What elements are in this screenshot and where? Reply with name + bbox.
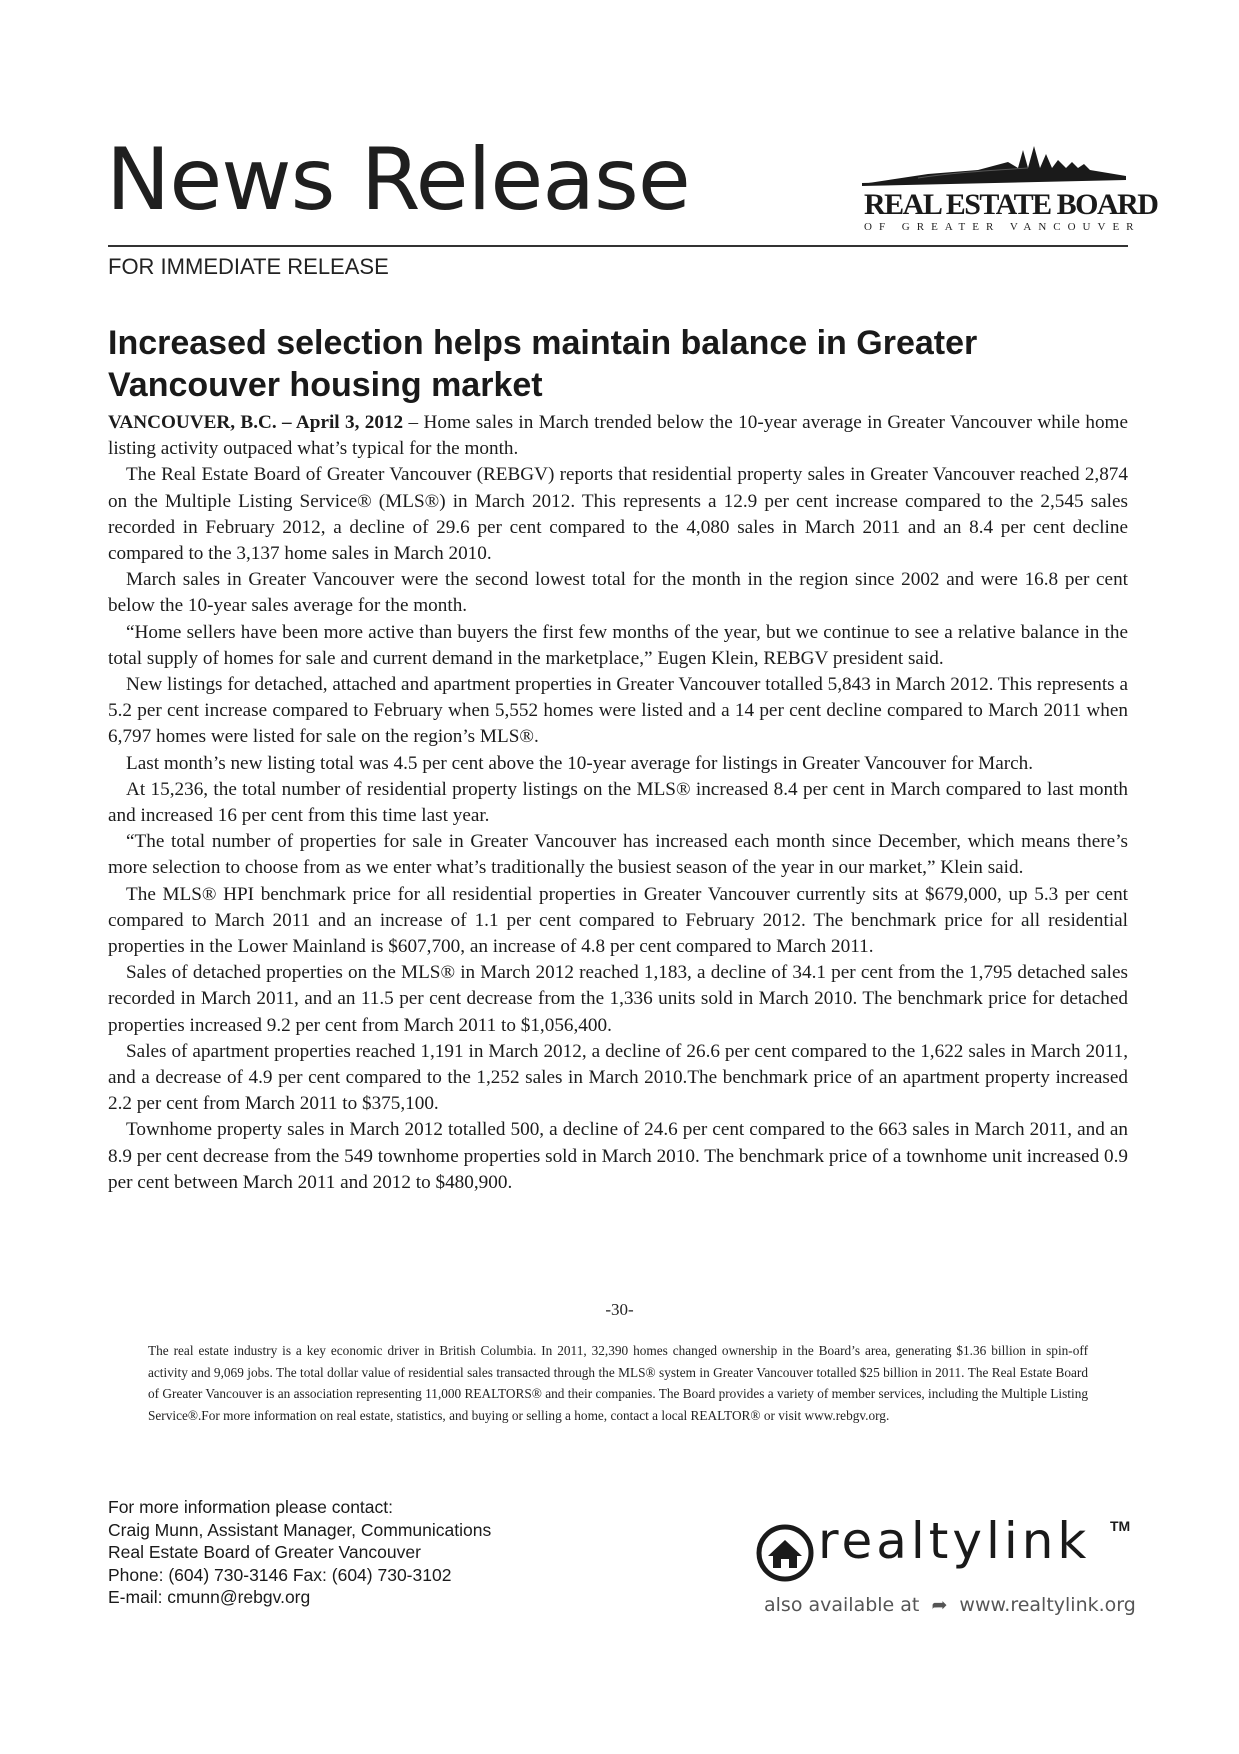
contact-block: [108, 1496, 568, 1609]
contact-phone: Phone: (604) 730-3146 Fax: (604) 730-3102: [108, 1564, 452, 1585]
boilerplate: The real estate industry is a key economic driver in British Columbia. In 2011, 32,390 homes changed ownership in the Board’s area, generating $1.36 billion in spin-off activity and 9,069 jobs. The total dollar value of residential sales transacted through the MLS® system in Greater Vancouver totalled $25 billion in 2011. The Real Estate Board of Greater Vancouver is an association representing 11,000 REALTORS® and their companies. The Board provides a variety of member services, including the Multiple Listing Service®.For more information on real estate, statistics, and buying or selling a home, contact a local REALTOR® or visit www.rebgv.org.: [148, 1343, 1088, 1423]
lead-paragraph: [108, 410, 1128, 462]
article-paragraph: At 15,236, the total number of residential property listings on the MLS® increased 8.4 per cent in March compared to last month and increased 16 per cent from this time last year.: [108, 778, 1128, 827]
article-paragraph: Sales of apartment properties reached 1,191 in March 2012, a decline of 26.6 per cent compared to the 1,622 sales in March 2011, and a decrease of 4.9 per cent compared to the 1,252 sales in March 2010.The benchmark price of an apartment property increased 2.2 per cent from March 2011 to $375,100.: [108, 1040, 1128, 1115]
rebgv-logo: [858, 140, 1158, 236]
house-circle-icon: [756, 1524, 814, 1582]
article-paragraph: New listings for detached, attached and apartment properties in Greater Vancouver totalled 5,843 in March 2012. This represents a 5.2 per cent increase compared to February when 5,552 homes were listed and a 14 per cent decline compared to March 2011 when 6,797 homes were listed for sale on the region’s MLS®.: [108, 674, 1128, 748]
end-marker: -30-: [605, 1300, 634, 1319]
logo-name: REAL ESTATE BOARD: [864, 188, 1158, 221]
arrow-right-icon: ➦: [931, 1594, 948, 1616]
contact-org: Real Estate Board of Greater Vancouver: [108, 1542, 421, 1562]
contact-heading: For more information please contact:: [108, 1497, 393, 1517]
release-line: FOR IMMEDIATE RELEASE: [108, 254, 389, 279]
city-skyline-icon: [858, 140, 1130, 188]
dateline: VANCOUVER, B.C. – April 3, 2012: [108, 412, 404, 433]
masthead-rule: [108, 245, 1128, 247]
realtylink-url[interactable]: www.realtylink.org: [959, 1594, 1136, 1616]
article-paragraph: The MLS® HPI benchmark price for all residential properties in Greater Vancouver currently sits at $679,000, up 5.3 per cent compared to March 2011 and an increase of 1.1 per cent compared to February 2012. The benchmark price for all residential properties in the Lower Mainland is $607,700, an increase of 4.8 per cent compared to March 2011.: [108, 883, 1128, 958]
article-paragraph: The Real Estate Board of Greater Vancouver (REBGV) reports that residential property sales in Greater Vancouver reached 2,874 on the Multiple Listing Service® (MLS®) in March 2012. This represents a 12.9 per cent increase compared to the 2,545 sales recorded in February 2012, a decline of 29.6 per cent compared to the 4,080 sales in March 2011 and an 8.4 per cent decline compared to the 3,137 home sales in March 2010.: [108, 464, 1128, 565]
realtylink-wordmark: realtylink: [818, 1512, 1091, 1570]
realtylink-tagline: [764, 1594, 1136, 1616]
masthead-title: News Release: [106, 130, 690, 230]
article-paragraph: Sales of detached properties on the MLS® in March 2012 reached 1,183, a decline of 34.1 per cent from the 1,795 detached sales recorded in March 2011, and an 11.5 per cent decrease from the 1,336 units sold in March 2010. The benchmark price for detached properties increased 9.2 per cent from March 2011 to $1,056,400.: [108, 962, 1128, 1036]
lead-text: – Home sales in March trended below the 10-year average in Greater Vancouver while home listing activity outpaced what’s typical for the month.: [108, 412, 1129, 460]
article-paragraph: “The total number of properties for sale in Greater Vancouver has increased each month since December, which means there’s more selection to choose from as we enter what’s traditionally the busiest season of the year in our market,” Klein said.: [108, 831, 1128, 879]
contact-name: Craig Munn, Assistant Manager, Communications: [108, 1519, 492, 1540]
headline: Increased selection helps maintain balance in Greater Vancouver housing market: [108, 324, 978, 404]
logo-subtitle: OF GREATER VANCOUVER: [864, 221, 1141, 233]
tagline-prefix: also available at: [764, 1594, 920, 1616]
article-paragraph: March sales in Greater Vancouver were the second lowest total for the month in the region since 2002 and were 16.8 per cent below the 10-year sales average for the month.: [108, 569, 1128, 617]
article-paragraph: Last month’s new listing total was 4.5 per cent above the 10-year average for listings in Greater Vancouver for March.: [126, 752, 1034, 774]
article-body: [108, 410, 1128, 1196]
contact-email: E-mail: cmunn@rebgv.org: [108, 1587, 311, 1607]
realtylink-logo: [756, 1512, 1136, 1626]
article-paragraph: “Home sellers have been more active than buyers the first few months of the year, but we continue to see a relative balance in the total supply of homes for sale and current demand in the marketplace,” Eugen Klein, REBGV president said.: [108, 621, 1128, 669]
article-paragraph: Townhome property sales in March 2012 totalled 500, a decline of 24.6 per cent compared to the 663 sales in March 2011, and an 8.9 per cent decrease from the 549 townhome properties sold in March 2010. The benchmark price of a townhome unit increased 0.9 per cent between March 2011 and 2012 to $480,900.: [108, 1119, 1128, 1193]
trademark-mark: TM: [1110, 1518, 1131, 1534]
